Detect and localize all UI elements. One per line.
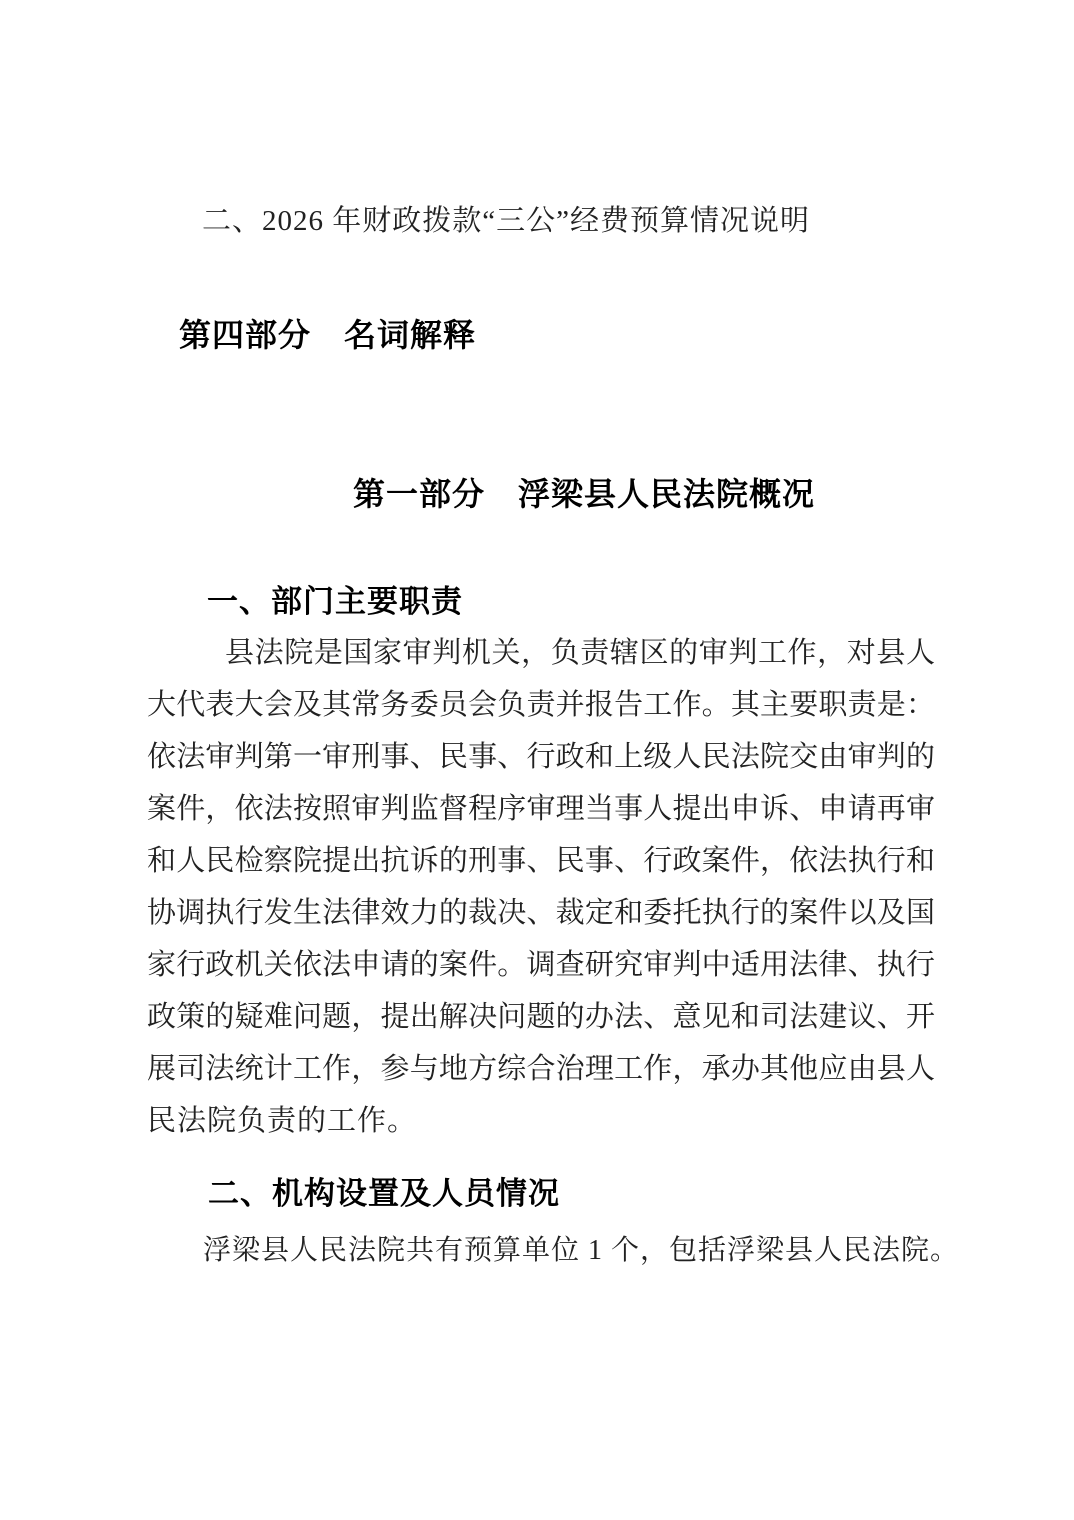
section1-paragraph <box>147 627 935 1147</box>
section1-heading: 一、部门主要职责 <box>207 584 463 619</box>
section2-paragraph: 浮梁县人民法院共有预算单位 1 个，包括浮梁县人民法院。 <box>203 1235 960 1266</box>
body-line: 案件，依法按照审判监督程序审理当事人提出申诉、申请再审 <box>147 793 935 825</box>
section2-heading: 二、机构设置及人员情况 <box>208 1176 560 1211</box>
body-line: 政策的疑难问题，提出解决问题的办法、意见和司法建议、开 <box>147 1001 935 1033</box>
body-line: 协调执行发生法律效力的裁决、裁定和委托执行的案件以及国 <box>147 897 935 929</box>
body-line: 展司法统计工作，参与地方综合治理工作，承办其他应由县人 <box>147 1053 935 1085</box>
part4-heading: 第四部分 名词解释 <box>179 317 477 353</box>
body-line: 和人民检察院提出抗诉的刑事、民事、行政案件，依法执行和 <box>147 845 935 877</box>
body-line: 民法院负责的工作。 <box>147 1105 418 1137</box>
toc-budget-note-line: 二、2026 年财政拨款“三公”经费预算情况说明 <box>202 205 810 237</box>
body-line: 家行政机关依法申请的案件。调查研究审判中适用法律、执行 <box>147 949 935 981</box>
part1-title: 第一部分 浮梁县人民法院概况 <box>353 476 816 512</box>
body-line: 县法院是国家审判机关，负责辖区的审判工作，对县人 <box>225 637 935 669</box>
body-line: 大代表大会及其常务委员会负责并报告工作。其主要职责是： <box>147 689 935 721</box>
body-line: 依法审判第一审刑事、民事、行政和上级人民法院交由审判的 <box>147 741 935 773</box>
